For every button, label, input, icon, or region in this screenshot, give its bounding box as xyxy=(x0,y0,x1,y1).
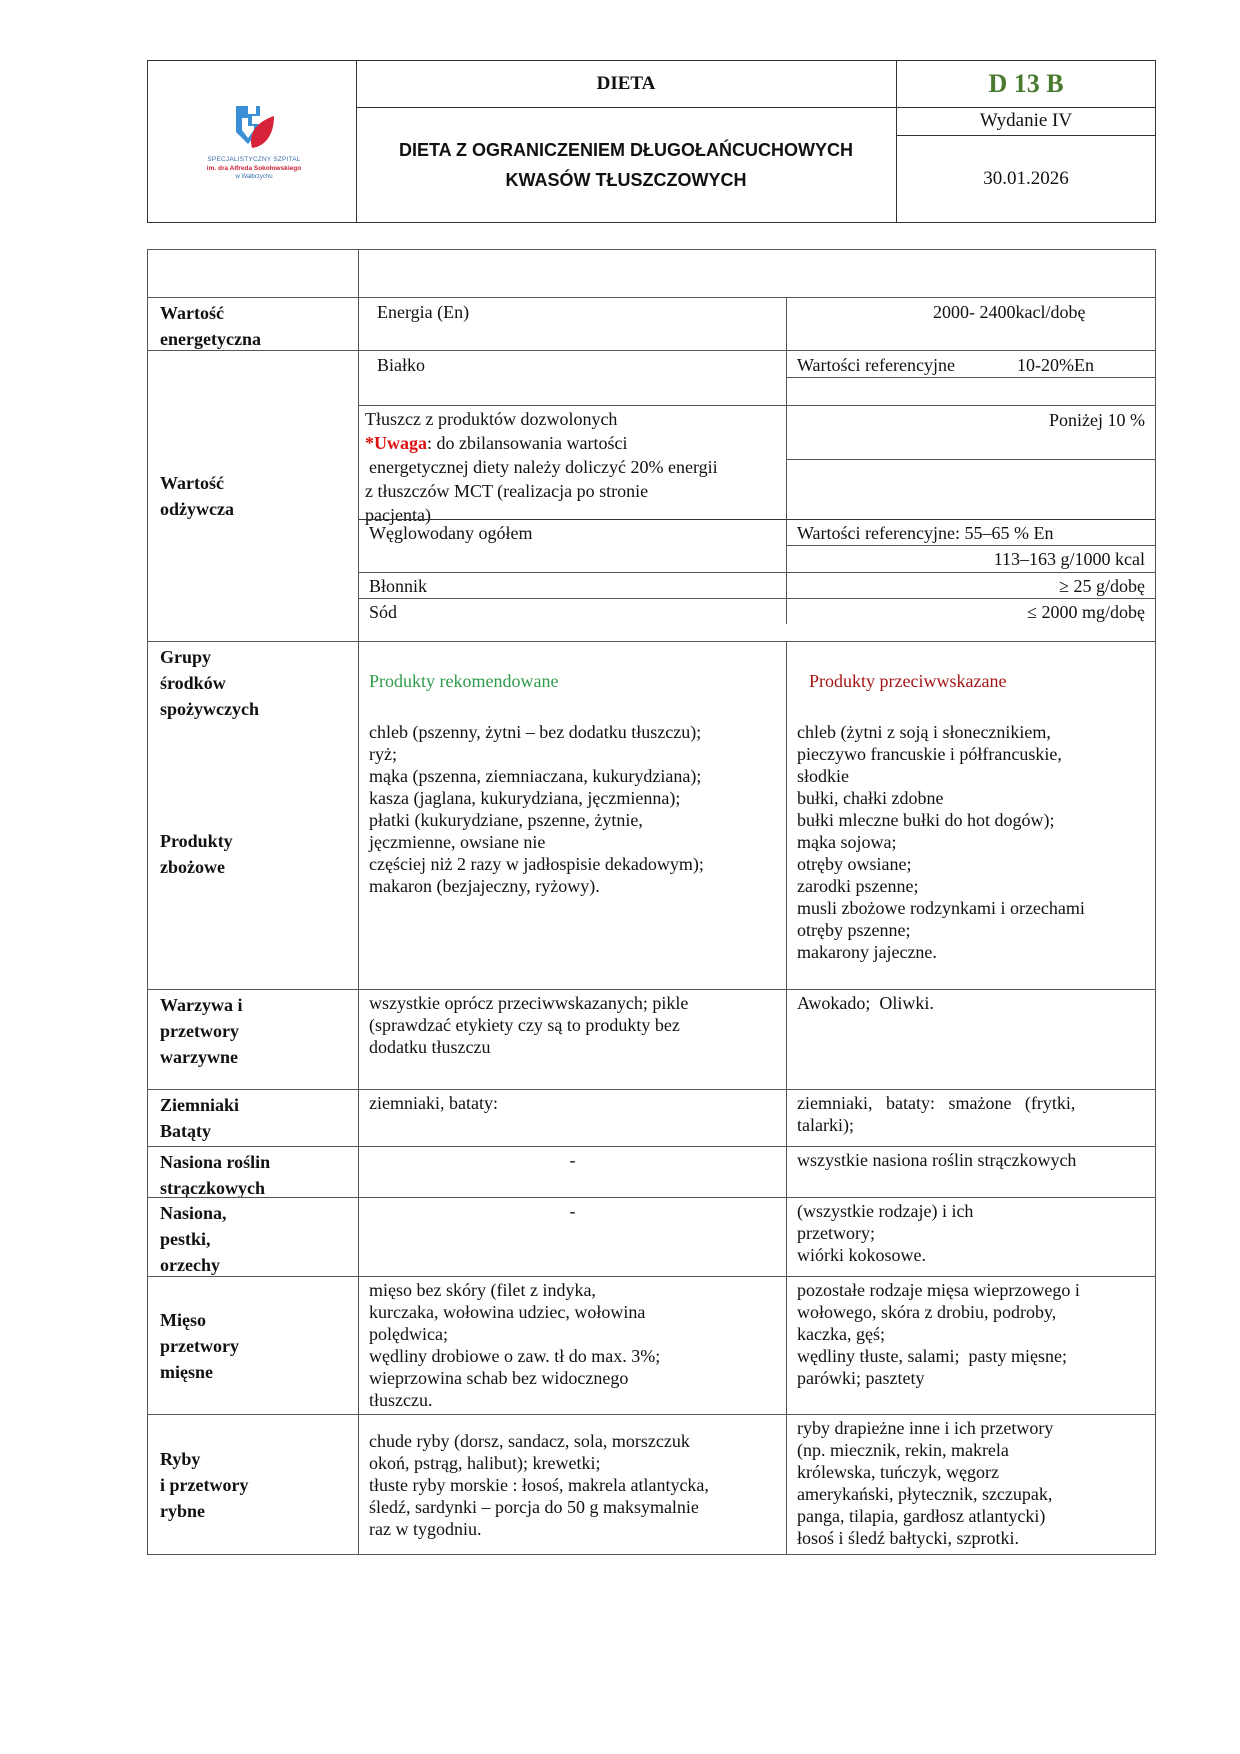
fat-note-text: : do zbilansowania wartości xyxy=(427,433,628,453)
recommended-product-line: ziemniaki, bataty: xyxy=(369,1093,498,1113)
document-category: DIETA xyxy=(356,61,897,108)
diet-table xyxy=(147,249,1156,1555)
contraindicated-products-cell xyxy=(787,1415,1155,1554)
food-group-label-line: przetwory xyxy=(160,1021,239,1041)
energy-name: Energia (En) xyxy=(359,298,787,350)
fat-value: Poniżej 10 % xyxy=(787,405,1155,459)
recommended-product-line: chleb (pszenny, żytni – bez dodatku tłuszczu); xyxy=(369,722,702,742)
recommended-product-line: - xyxy=(569,1150,576,1170)
recommended-products-cell xyxy=(359,1090,787,1146)
groups-header-line3: spożywczych xyxy=(160,699,259,719)
recommended-product-line: wieprzowina schab bez widocznego xyxy=(369,1368,629,1388)
recommended-products-cell xyxy=(359,1415,787,1554)
fat-note-line2: energetycznej diety należy doliczyć 20% energii xyxy=(369,457,718,477)
contraindicated-product-line: bułki, chałki zdobne xyxy=(797,788,944,808)
food-group-label-line: orzechy xyxy=(160,1255,220,1275)
food-group-label-line: zbożowe xyxy=(160,857,225,877)
food-group-rows xyxy=(148,719,1155,1554)
food-group-label-line: Nasiona roślin xyxy=(160,1152,271,1172)
sodium-value: ≤ 2000 mg/dobę xyxy=(787,598,1155,624)
recommended-products-cell xyxy=(359,1147,787,1197)
energy-row xyxy=(148,297,1155,350)
contraindicated-product-line: (wszystkie rodzaje) i ich xyxy=(797,1201,974,1221)
contraindicated-product-line: Awokado; Oliwki. xyxy=(797,993,934,1013)
food-group-label-line: warzywne xyxy=(160,1047,238,1067)
recommended-product-line: płatki (kukurydziane, pszenne, żytnie, xyxy=(369,810,643,830)
food-group-label xyxy=(148,1147,359,1197)
contraindicated-product-line: ziemniaki, bataty: smażone (frytki, xyxy=(797,1093,1076,1113)
carbs-name: Węglowodany ogółem xyxy=(359,519,787,572)
logo-cell xyxy=(148,61,357,222)
nutrition-details xyxy=(359,351,1155,641)
groups-header-label xyxy=(148,642,359,719)
contraindicated-product-line: panga, tilapia, gardłosz atlantycki) xyxy=(797,1506,1046,1526)
contraindicated-products-cell xyxy=(787,990,1155,1089)
contraindicated-product-line: wszystkie nasiona roślin strączkowych xyxy=(797,1150,1077,1170)
groups-header-row xyxy=(148,641,1155,719)
contraindicated-product-line: ryby drapieżne inne i ich przetwory xyxy=(797,1418,1054,1438)
contraindicated-product-line: kaczka, gęś; xyxy=(797,1324,885,1344)
nutrition-label-line2: odżywcza xyxy=(160,499,234,519)
food-group-label xyxy=(148,1198,359,1276)
recommended-product-line: wędliny drobiowe o zaw. tł do max. 3%; xyxy=(369,1346,661,1366)
edition: Wydanie IV xyxy=(897,107,1155,136)
protein-reference xyxy=(787,351,1155,378)
food-group-label-line: Ziemniaki xyxy=(160,1095,240,1115)
document-title xyxy=(356,107,897,222)
recommended-product-line: makaron (bezjajeczny, ryżowy). xyxy=(369,876,600,896)
fat-note-line3: z tłuszczów MCT (realizacja po stronie xyxy=(365,481,649,501)
contraindicated-product-line: bułki mleczne bułki do hot dogów); xyxy=(797,810,1055,830)
food-group-row-cereal-products xyxy=(148,719,1155,989)
food-group-label-line: pestki, xyxy=(160,1229,211,1249)
food-group-label xyxy=(148,1277,359,1414)
recommended-product-line: (sprawdzać etykiety czy są to produkty bez xyxy=(369,1015,680,1035)
food-group-label-line: Warzywa i xyxy=(160,995,243,1015)
contraindicated-product-line: królewska, tuńczyk, węgorz xyxy=(797,1462,999,1482)
food-group-label xyxy=(148,1090,359,1146)
nutrition-label xyxy=(148,351,359,641)
contraindicated-products-cell xyxy=(787,1147,1155,1197)
recommended-products-cell xyxy=(359,1198,787,1276)
food-group-label-line: mięsne xyxy=(160,1361,213,1382)
food-group-label xyxy=(148,719,359,989)
protein-ref-value: 10-20%En xyxy=(1017,355,1094,375)
contraindicated-product-line: wędliny tłuste, salami; pasty mięsne; xyxy=(797,1346,1067,1366)
food-group-label-line: Batąty xyxy=(160,1121,211,1141)
recommended-products-cell xyxy=(359,990,787,1089)
fat-cell xyxy=(359,405,787,525)
contraindicated-product-line: przetwory; xyxy=(797,1223,875,1243)
sodium-name: Sód xyxy=(359,598,787,624)
recommended-products-cell xyxy=(359,1277,787,1414)
contraindicated-product-line: talarki); xyxy=(797,1115,854,1135)
contraindicated-products-cell xyxy=(787,719,1155,989)
carbs-reference: Wartości referencyjne: 55–65 % En xyxy=(787,519,1155,545)
food-group-row-potatoes xyxy=(148,1089,1155,1146)
nutrition-block xyxy=(148,350,1155,641)
empty-cell xyxy=(359,250,1155,297)
contraindicated-product-line: amerykański, płytecznik, szczupak, xyxy=(797,1484,1053,1504)
recommended-product-line: raz w tygodniu. xyxy=(369,1518,482,1539)
recommended-product-line: jęczmienne, owsiane nie xyxy=(369,832,546,852)
contraindicated-product-line: mąka sojowa; xyxy=(797,832,897,852)
contraindicated-products-cell xyxy=(787,1277,1155,1414)
contraindicated-product-line: chleb (żytni z soją i słonecznikiem, xyxy=(797,722,1051,742)
contraindicated-product-line: makarony jajeczne. xyxy=(797,942,937,962)
document-title-line1: DIETA Z OGRANICZENIEM DŁUGOŁAŃCUCHOWYCH xyxy=(399,139,853,160)
contraindicated-product-line: wiórki kokosowe. xyxy=(797,1245,926,1265)
recommended-product-line: kasza (jaglana, kukurydziana, jęczmienna); xyxy=(369,788,681,808)
groups-header-line1: Grupy xyxy=(160,647,212,667)
food-group-row-meat xyxy=(148,1276,1155,1414)
nutrition-label-line1: Wartość xyxy=(160,473,224,493)
document-date: 30.01.2026 xyxy=(983,167,1069,189)
food-group-label-line: Mięso xyxy=(160,1309,206,1330)
contraindicated-product-line: wołowego, skóra z drobiu, podroby, xyxy=(797,1302,1057,1322)
diet-code: D 13 B xyxy=(897,61,1155,108)
recommended-product-line: częściej niż 2 razy w jadłospisie dekadowym); xyxy=(369,854,704,874)
fat-name: Tłuszcz z produktów dozwolonych xyxy=(365,409,618,429)
protein-name: Białko xyxy=(359,351,787,405)
food-group-label xyxy=(148,1415,359,1554)
recommended-product-line: mięso bez skóry (filet z indyka, xyxy=(369,1280,596,1300)
food-group-label-line: rybne xyxy=(160,1500,205,1521)
document-title-line2: KWASÓW TŁUSZCZOWYCH xyxy=(505,169,747,190)
food-group-label-line: przetwory xyxy=(160,1335,239,1356)
contraindicated-product-line: (np. miecznik, rekin, makrela xyxy=(797,1440,1009,1460)
recommended-product-line: okoń, pstrąg, halibut); krewetki; xyxy=(369,1452,601,1473)
recommended-product-line: ryż; xyxy=(369,744,397,764)
contraindicated-product-line: otręby owsiane; xyxy=(797,854,912,874)
document-header-table xyxy=(147,60,1156,223)
recommended-product-line: wszystkie oprócz przeciwwskazanych; pikle xyxy=(369,993,689,1013)
fat-note-marker: *Uwaga xyxy=(365,433,427,453)
contraindicated-header: Produkty przeciwwskazane xyxy=(809,670,1007,691)
contraindicated-product-line: słodkie xyxy=(797,766,849,786)
recommended-product-line: polędwica; xyxy=(369,1324,448,1344)
food-group-label-line: Nasiona, xyxy=(160,1203,227,1223)
groups-header-line2: środków xyxy=(160,673,226,693)
hospital-logo xyxy=(186,96,322,196)
hospital-logo-icon xyxy=(234,104,274,154)
protein-ref-label: Wartości referencyjne xyxy=(797,355,955,375)
food-group-label-line: Ryby xyxy=(160,1448,201,1469)
recommended-product-line: mąka (pszenna, ziemniaczana, kukurydziana); xyxy=(369,766,702,786)
contraindicated-product-line: łosoś i śledź bałtycki, szprotki. xyxy=(797,1528,1019,1548)
logo-text-line2: im. dra Alfreda Sokołowskiego xyxy=(206,165,302,172)
food-group-label-line: Produkty xyxy=(160,831,233,851)
recommended-product-line: tłuste ryby morskie : łosoś, makrela atlantycka, xyxy=(369,1474,709,1495)
food-group-label-line: i przetwory xyxy=(160,1474,249,1495)
recommended-product-line: - xyxy=(569,1201,576,1221)
contraindicated-products-cell xyxy=(787,1198,1155,1276)
contraindicated-product-line: parówki; pasztety xyxy=(797,1368,925,1388)
recommended-product-line: dodatku tłuszczu xyxy=(369,1037,491,1057)
fat-note-line4: pacjenta) xyxy=(365,505,431,525)
contraindicated-product-line: pozostałe rodzaje mięsa wieprzowego i xyxy=(797,1280,1080,1300)
recommended-product-line: chude ryby (dorsz, sandacz, sola, morszczuk xyxy=(369,1430,690,1451)
contraindicated-product-line: zarodki pszenne; xyxy=(797,876,919,896)
energy-value: 2000- 2400kacl/dobę xyxy=(933,302,1086,322)
energy-label xyxy=(148,298,359,350)
recommended-product-line: tłuszczu. xyxy=(369,1390,433,1410)
empty-cell xyxy=(148,250,359,297)
fat-empty-cell xyxy=(787,459,1155,519)
contraindicated-product-line: pieczywo francuskie i półfrancuskie, xyxy=(797,744,1062,764)
recommended-header: Produkty rekomendowane xyxy=(359,642,787,719)
table-empty-row xyxy=(148,250,1155,297)
contraindicated-products-cell xyxy=(787,1090,1155,1146)
contraindicated-product-line: otręby pszenne; xyxy=(797,920,911,940)
energy-label-line2: energetyczna xyxy=(160,329,261,349)
logo-text-line1: SPECJALISTYCZNY SZPITAL xyxy=(207,156,301,163)
fiber-name: Błonnik xyxy=(359,572,787,598)
fiber-value: ≥ 25 g/dobę xyxy=(787,572,1155,598)
food-group-label xyxy=(148,990,359,1089)
food-group-row-fish xyxy=(148,1414,1155,1554)
food-group-label-line: strączkowych xyxy=(160,1178,265,1198)
recommended-product-line: kurczaka, wołowina udziec, wołowina xyxy=(369,1302,646,1322)
carbs-per-kcal: 113–163 g/1000 kcal xyxy=(787,545,1155,572)
food-group-row-legumes xyxy=(148,1146,1155,1197)
food-group-row-nuts-seeds xyxy=(148,1197,1155,1276)
recommended-products-cell xyxy=(359,719,787,989)
logo-text-line3: w Wałbrzychu xyxy=(235,174,273,180)
recommended-product-line: śledź, sardynki – porcja do 50 g maksymalnie xyxy=(369,1496,699,1517)
contraindicated-product-line: musli zbożowe rodzynkami i orzechami xyxy=(797,898,1085,918)
food-group-row-vegetables xyxy=(148,989,1155,1089)
energy-label-line1: Wartość xyxy=(160,303,224,323)
fat-note-line1 xyxy=(365,431,780,455)
